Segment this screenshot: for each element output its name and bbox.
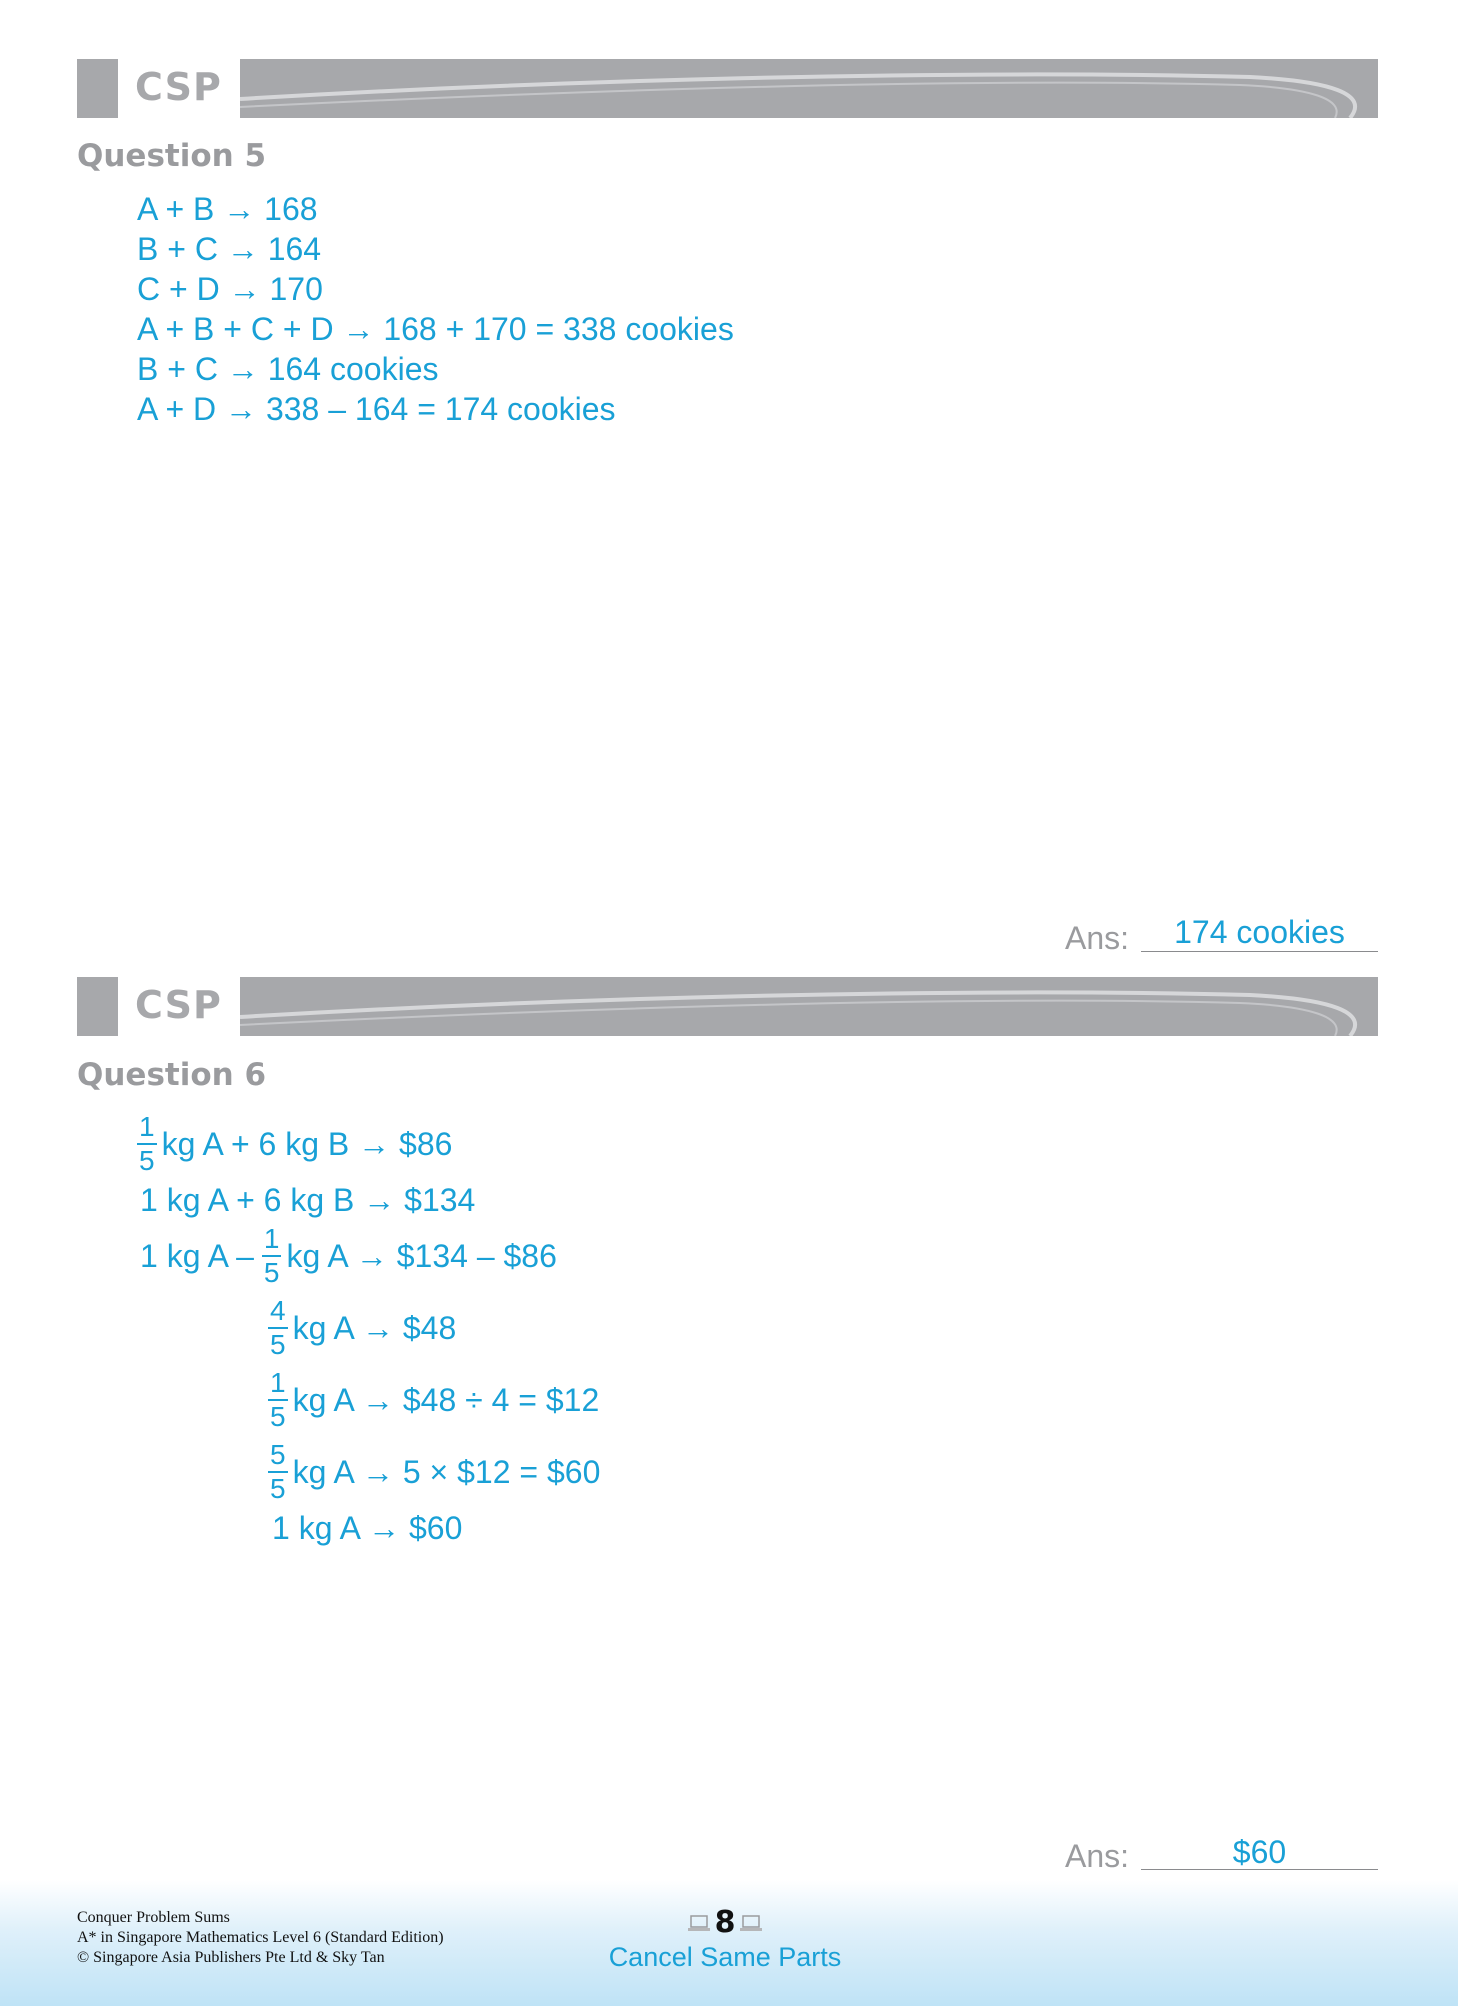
csp-banner-block	[77, 59, 118, 118]
footer-line: A* in Singapore Mathematics Level 6 (Standard Edition)	[77, 1929, 444, 1946]
csp-banner-1	[77, 59, 1378, 118]
math-row	[268, 1296, 456, 1360]
math-row-text: kg A → $134 – $86	[286, 1237, 557, 1274]
question-6-title: Question 6	[77, 1057, 267, 1093]
solution-line: C + D → 170	[137, 271, 323, 307]
answer-underline-5	[1141, 951, 1378, 952]
laptop-icon	[739, 1914, 763, 1932]
math-row-text: kg A → $48 ÷ 4 = $12	[292, 1381, 600, 1418]
answer-label-5: Ans:	[1065, 920, 1130, 956]
fraction	[268, 1441, 288, 1503]
solution-line: A + B + C + D → 168 + 170 = 338 cookies	[137, 311, 734, 347]
solution-line: A + D → 338 – 164 = 174 cookies	[137, 391, 616, 427]
question-5-title: Question 5	[77, 138, 267, 174]
math-row-text: 1 kg A → $60	[272, 1509, 463, 1546]
math-row	[137, 1112, 452, 1176]
fraction	[268, 1369, 288, 1431]
csp-banner-label: CSP	[135, 983, 222, 1027]
answer-label-6: Ans:	[1065, 1838, 1130, 1874]
fraction-numerator: 5	[268, 1441, 288, 1473]
laptop-icon	[687, 1914, 711, 1932]
fraction-denominator: 5	[270, 1329, 286, 1360]
math-row	[140, 1224, 557, 1288]
csp-banner-2	[77, 977, 1378, 1036]
fraction	[262, 1225, 282, 1287]
math-row-text: kg A → 5 × $12 = $60	[292, 1453, 601, 1490]
answer-value-6: $60	[1232, 1834, 1287, 1870]
fraction-numerator: 4	[268, 1297, 288, 1329]
csp-banner-label: CSP	[135, 65, 222, 109]
fraction	[137, 1113, 157, 1175]
math-row	[268, 1440, 600, 1504]
math-row-text: kg A → $48	[292, 1309, 457, 1346]
page-number: 8	[714, 1905, 736, 1940]
chapter-title: Cancel Same Parts	[608, 1942, 842, 1972]
fraction-denominator: 5	[270, 1473, 286, 1504]
answer-underline-6	[1141, 1869, 1378, 1870]
math-row-text: kg A + 6 kg B → $86	[161, 1125, 453, 1162]
footer-line: © Singapore Asia Publishers Pte Ltd & Sky Tan	[77, 1949, 385, 1966]
csp-banner-block	[77, 977, 118, 1036]
fraction-numerator: 1	[137, 1113, 157, 1145]
fraction-denominator: 5	[263, 1257, 280, 1288]
math-row	[140, 1168, 475, 1232]
math-row-text: 1 kg A + 6 kg B → $134	[140, 1181, 476, 1218]
solution-line: B + C → 164	[137, 231, 322, 267]
footer-line: Conquer Problem Sums	[77, 1909, 230, 1926]
solution-line: A + B → 168	[137, 191, 318, 227]
fraction	[268, 1297, 288, 1359]
fraction-denominator: 5	[270, 1401, 286, 1432]
csp-banner-swoosh	[240, 59, 1378, 118]
footer-credits	[77, 1908, 444, 1968]
answer-value-5: 174 cookies	[1174, 914, 1345, 950]
fraction-numerator: 1	[262, 1225, 282, 1257]
csp-banner-swoosh	[240, 977, 1378, 1036]
math-row	[272, 1496, 462, 1560]
math-row	[268, 1368, 599, 1432]
footer-page-info	[600, 1905, 850, 1973]
solution-line: B + C → 164 cookies	[137, 351, 439, 387]
fraction-numerator: 1	[268, 1369, 288, 1401]
math-row-prefix: 1 kg A –	[140, 1237, 254, 1274]
fraction-denominator: 5	[139, 1145, 155, 1176]
